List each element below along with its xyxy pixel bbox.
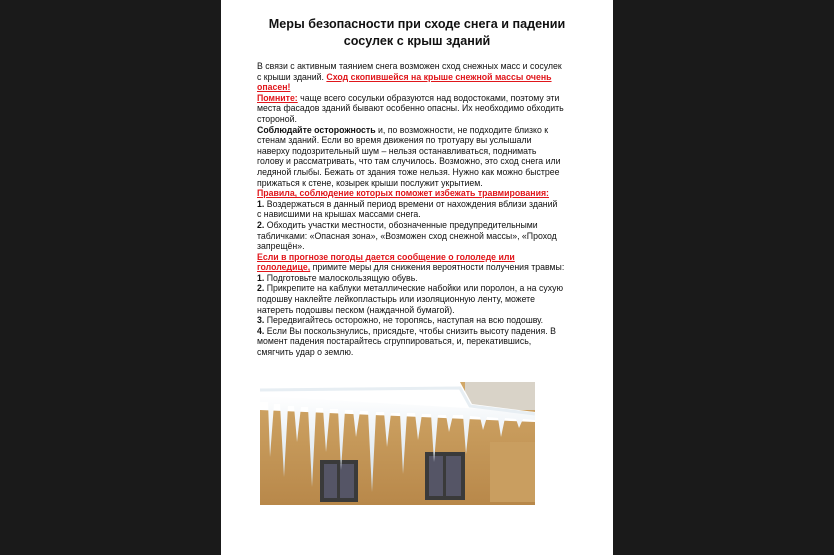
ice-item-3-number: 3. xyxy=(257,315,265,326)
document-title xyxy=(221,16,613,50)
ice-heading-line-1: Если в прогнозе погоды дается сообщение о гололеде или xyxy=(257,251,515,262)
ice-item-1-text: Подготовьте малоскользящую обувь. xyxy=(264,272,418,283)
caution-line-6: прижаться к стене, козырек крыши послужит укрытием. xyxy=(257,177,483,188)
remember-line-2: места фасадов зданий бывают особенно опасны. Их необходимо обходить xyxy=(257,103,564,114)
ice-heading-line-2 xyxy=(257,262,587,273)
rules-item-1-text: Воздержаться в данный период времени от нахождения вблизи зданий xyxy=(264,198,558,209)
ice-item-4-line-3: смягчить удар о землю. xyxy=(257,347,354,358)
caution-line-3: наверху подозрительный шум – нельзя останавливаться, поднимать xyxy=(257,145,537,156)
remember-text: чаще всего сосульки образуются над водостоками, поэтому эти xyxy=(297,92,560,103)
ice-item-2-line-2: подошву наклейте лейкопластырь или изоляционную ленту, можете xyxy=(257,294,535,305)
caution-line-4: голову и рассматривать, что там случилось. Возможно, это сход снега или xyxy=(257,156,561,167)
danger-warning-end: опасен! xyxy=(257,82,291,93)
rules-item-1-line-1 xyxy=(257,199,587,210)
intro-line-2 xyxy=(257,72,587,83)
window-left-pane xyxy=(324,464,337,498)
caution-label: Соблюдайте осторожность xyxy=(257,124,376,135)
ice-item-3 xyxy=(257,315,587,326)
ice-item-4-line-1 xyxy=(257,326,587,337)
caution-line-2: стенам зданий. Если во время движения по тротуару вы услышали xyxy=(257,135,532,146)
ice-heading-end: гололедице, xyxy=(257,262,311,273)
title-line-1: Меры безопасности при сходе снега и падении xyxy=(268,17,566,31)
rules-item-2-number: 2. xyxy=(257,219,265,230)
remember-label: Помните: xyxy=(257,92,298,103)
rules-item-2-line-1 xyxy=(257,220,587,231)
ice-item-2-line-3: натереть подошвы песком (наждачной бумагой). xyxy=(257,304,455,315)
ice-item-2-line-1 xyxy=(257,283,587,294)
remember-line-3: стороной. xyxy=(257,113,297,124)
ice-heading-text: примите меры для снижения вероятности получения травмы: xyxy=(310,262,565,273)
rules-item-1-line-2: с нависшими на крышах массами снега. xyxy=(257,209,421,220)
ice-item-4-text: Если Вы поскользнулись, присядьте, чтобы снизить высоту падения. В xyxy=(264,325,556,336)
ice-item-1-number: 1. xyxy=(257,272,265,283)
document-body xyxy=(257,61,587,358)
remember-line-1 xyxy=(257,93,587,104)
ice-item-4-number: 4. xyxy=(257,325,265,336)
window-left-pane-2 xyxy=(340,464,354,498)
intro-text: с крыши зданий. xyxy=(257,71,327,82)
ice-item-1 xyxy=(257,273,587,284)
rules-item-1-number: 1. xyxy=(257,198,265,209)
intro-line-1: В связи с активным таянием снега возможен сход снежных масс и сосулек xyxy=(257,61,562,71)
ice-item-3-text: Передвигайтесь осторожно, не торопясь, наступая на всю подошву. xyxy=(264,315,544,326)
document-page xyxy=(221,0,613,555)
side-wall xyxy=(490,442,535,502)
icicles-photo xyxy=(260,382,535,505)
window-right-pane xyxy=(429,456,443,496)
caution-text: и, по возможности, не подходите близко к xyxy=(375,124,549,135)
caution-line-5: ледяной глыбы. Бежать от здания тоже нельзя. Нужно как можно быстрее xyxy=(257,166,560,177)
ice-item-4-line-2: момент падения постарайтесь сгруппироваться, и, перекатившись, xyxy=(257,336,532,347)
icicles-illustration xyxy=(260,382,535,505)
rules-heading: Правила, соблюдение которых поможет избежать травмирования: xyxy=(257,188,549,199)
caution-line-1 xyxy=(257,125,587,136)
rules-item-2-line-2: табличками: «Опасная зона», «Возможен сход снежной массы», «Проход xyxy=(257,230,557,241)
ice-item-2-text: Прикрепите на каблуки металлические набойки или поролон, а на сухую xyxy=(264,283,564,294)
danger-warning: Сход скопившейся на крыше снежной массы очень xyxy=(326,71,552,82)
rules-item-2-line-3: запрещён». xyxy=(257,241,305,252)
rules-item-2-text: Обходить участки местности, обозначенные предупредительными xyxy=(264,219,538,230)
title-line-2: сосулек с крыш зданий xyxy=(343,34,491,48)
ice-item-2-number: 2. xyxy=(257,283,265,294)
window-right-pane-2 xyxy=(446,456,461,496)
